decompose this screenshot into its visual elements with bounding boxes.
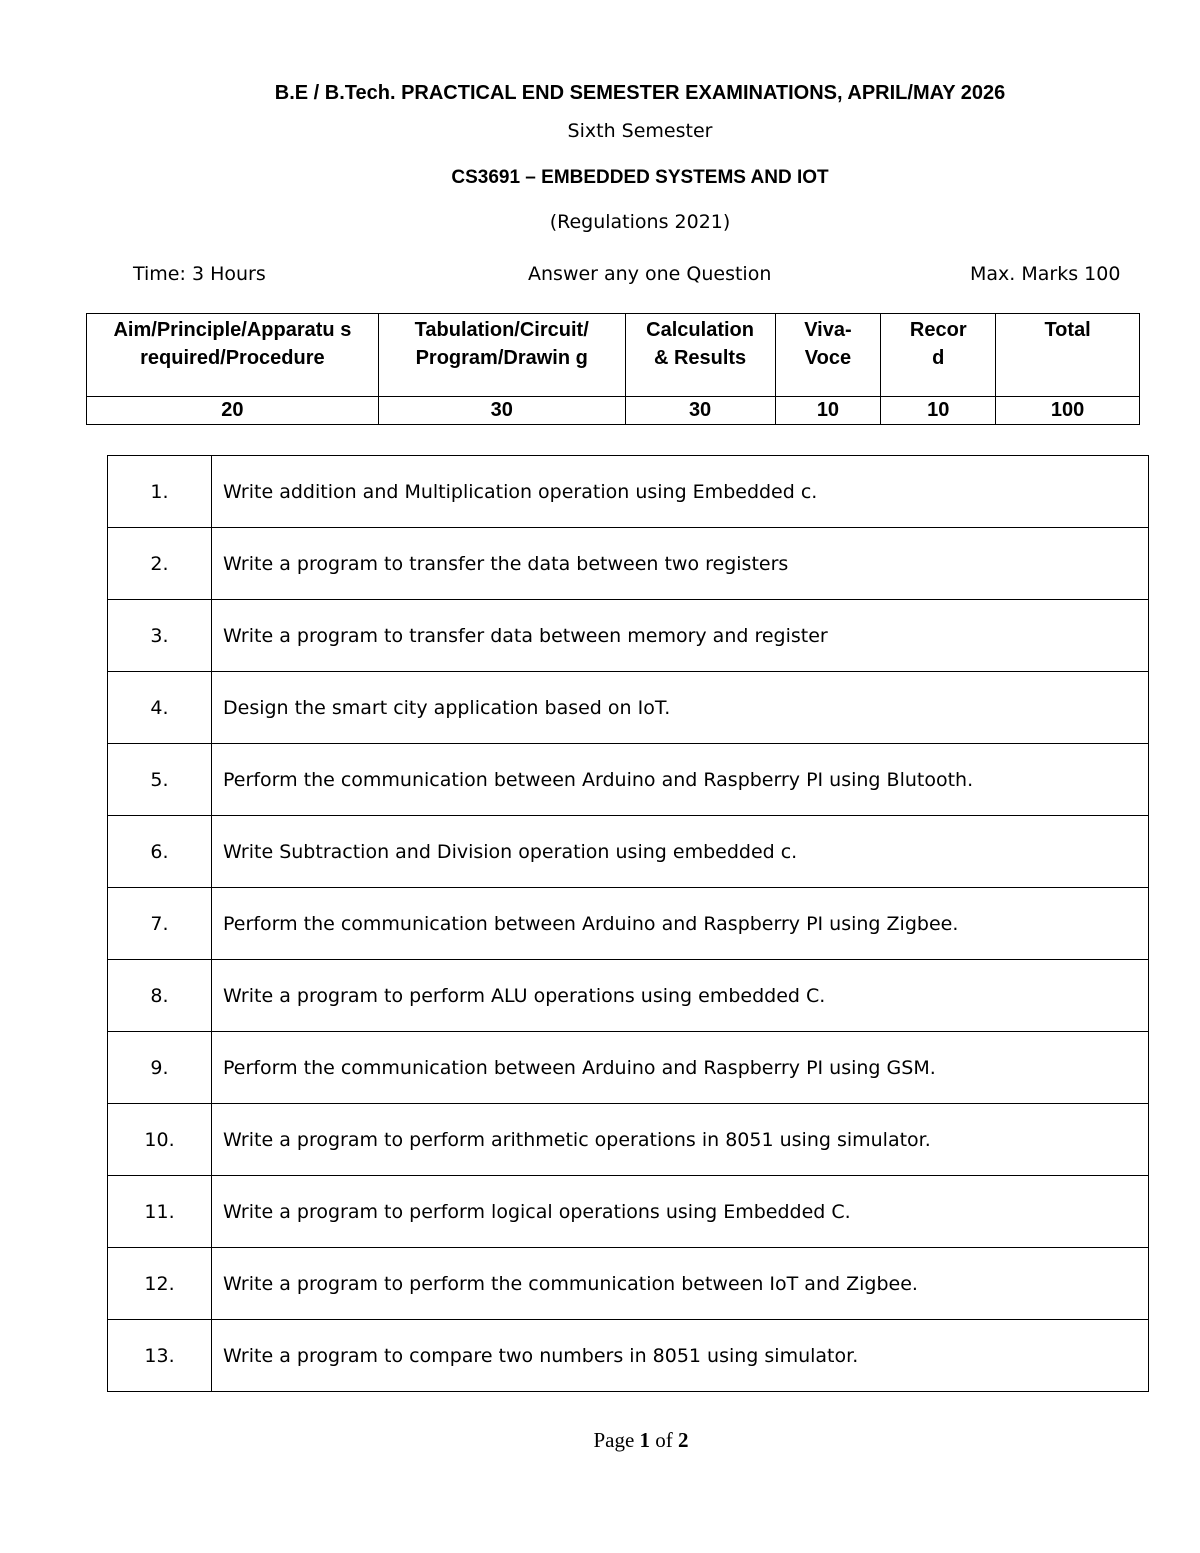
question-number: 3. bbox=[108, 600, 212, 672]
question-row bbox=[108, 1104, 1149, 1176]
question-row bbox=[108, 456, 1149, 528]
page-footer: Page 1 of 2 bbox=[593, 1428, 689, 1452]
question-row bbox=[108, 888, 1149, 960]
question-number: 8. bbox=[108, 960, 212, 1032]
marks-value-aim: 20 bbox=[87, 397, 379, 425]
question-number: 5. bbox=[108, 744, 212, 816]
question-row bbox=[108, 960, 1149, 1032]
question-number: 12. bbox=[108, 1248, 212, 1320]
marks-value-tabulation: 30 bbox=[378, 397, 625, 425]
question-number: 1. bbox=[108, 456, 212, 528]
question-row bbox=[108, 600, 1149, 672]
question-text: Write a program to transfer the data between two registers bbox=[212, 528, 1149, 600]
marks-value-total: 100 bbox=[996, 397, 1140, 425]
marks-header-viva: Viva- Voce bbox=[775, 314, 881, 397]
question-row bbox=[108, 1032, 1149, 1104]
question-number: 2. bbox=[108, 528, 212, 600]
marks-header-aim: Aim/Principle/Apparatu s required/Procedure bbox=[87, 314, 379, 397]
question-number: 7. bbox=[108, 888, 212, 960]
question-text: Write a program to perform ALU operations using embedded C. bbox=[212, 960, 1149, 1032]
semester-label: Sixth Semester bbox=[567, 120, 713, 142]
question-text: Perform the communication between Arduino and Raspberry PI using GSM. bbox=[212, 1032, 1149, 1104]
instruction-label: Answer any one Question bbox=[528, 263, 772, 285]
marks-value-viva: 10 bbox=[775, 397, 881, 425]
question-text: Design the smart city application based on IoT. bbox=[212, 672, 1149, 744]
question-row bbox=[108, 816, 1149, 888]
question-text: Write a program to perform arithmetic operations in 8051 using simulator. bbox=[212, 1104, 1149, 1176]
question-text: Write a program to transfer data between memory and register bbox=[212, 600, 1149, 672]
question-number: 9. bbox=[108, 1032, 212, 1104]
question-text: Write a program to compare two numbers in 8051 using simulator. bbox=[212, 1320, 1149, 1392]
marks-values-row bbox=[87, 397, 1140, 425]
question-number: 10. bbox=[108, 1104, 212, 1176]
course-title: CS3691 – EMBEDDED SYSTEMS AND IOT bbox=[451, 167, 829, 188]
question-text: Write a program to perform the communication between IoT and Zigbee. bbox=[212, 1248, 1149, 1320]
question-text: Write addition and Multiplication operation using Embedded c. bbox=[212, 456, 1149, 528]
marks-value-calculation: 30 bbox=[625, 397, 775, 425]
time-label: Time: 3 Hours bbox=[133, 263, 266, 285]
question-row bbox=[108, 528, 1149, 600]
question-number: 6. bbox=[108, 816, 212, 888]
exam-title: B.E / B.Tech. PRACTICAL END SEMESTER EXAMINATIONS, APRIL/MAY 2026 bbox=[274, 82, 1006, 104]
question-text: Write a program to perform logical operations using Embedded C. bbox=[212, 1176, 1149, 1248]
regulations-label: (Regulations 2021) bbox=[549, 211, 731, 233]
question-row bbox=[108, 672, 1149, 744]
question-row bbox=[108, 1176, 1149, 1248]
question-text: Write Subtraction and Division operation using embedded c. bbox=[212, 816, 1149, 888]
marks-header-tabulation: Tabulation/Circuit/ Program/Drawin g bbox=[378, 314, 625, 397]
question-row bbox=[108, 1320, 1149, 1392]
marks-header-record: Recor d bbox=[881, 314, 996, 397]
marks-header-total: Total bbox=[996, 314, 1140, 397]
marks-distribution-table bbox=[86, 313, 1140, 425]
questions-table bbox=[107, 455, 1149, 1392]
question-text: Perform the communication between Arduino and Raspberry PI using Blutooth. bbox=[212, 744, 1149, 816]
question-number: 11. bbox=[108, 1176, 212, 1248]
question-text: Perform the communication between Arduino and Raspberry PI using Zigbee. bbox=[212, 888, 1149, 960]
marks-header-row bbox=[87, 314, 1140, 397]
question-row bbox=[108, 744, 1149, 816]
question-number: 4. bbox=[108, 672, 212, 744]
max-marks-label: Max. Marks 100 bbox=[970, 263, 1121, 285]
marks-value-record: 10 bbox=[881, 397, 996, 425]
question-row bbox=[108, 1248, 1149, 1320]
question-number: 13. bbox=[108, 1320, 212, 1392]
marks-header-calculation: Calculation & Results bbox=[625, 314, 775, 397]
